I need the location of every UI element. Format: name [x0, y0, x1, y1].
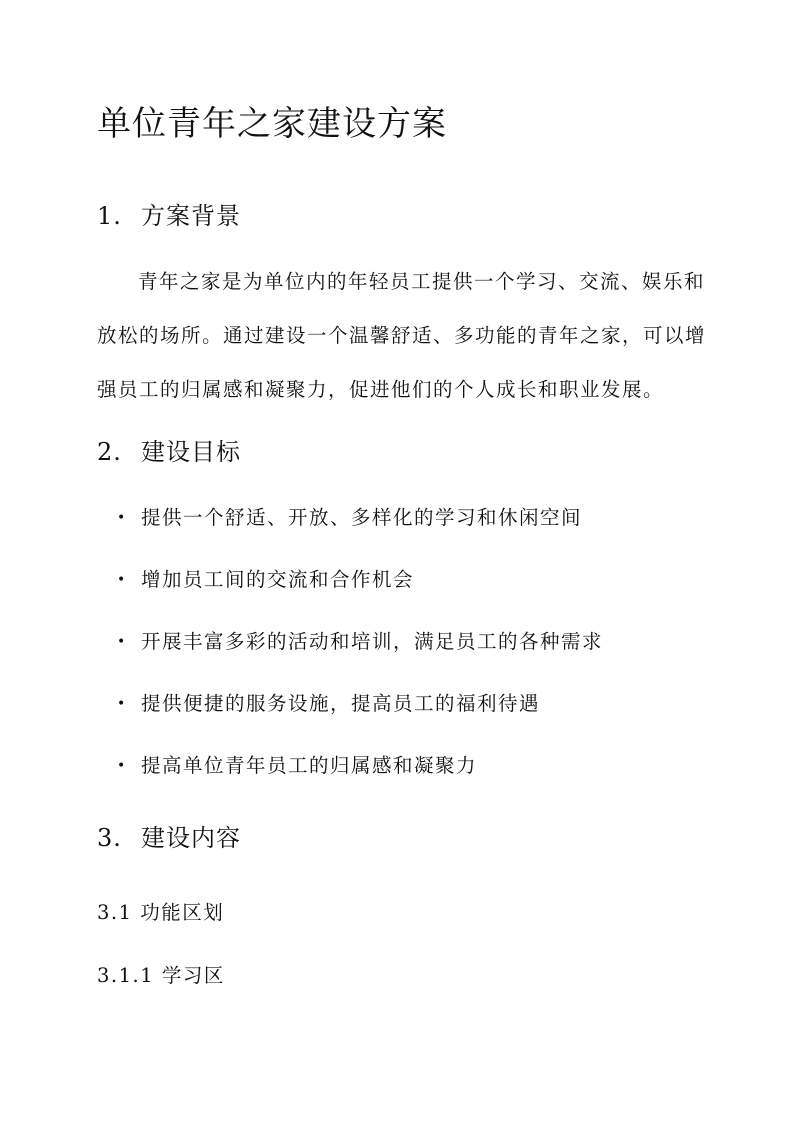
bullet-icon: •	[117, 758, 127, 774]
list-item	[117, 689, 603, 751]
bullet-icon: •	[117, 510, 127, 526]
section-heading-goals	[97, 432, 241, 467]
bullet-icon: •	[117, 634, 127, 650]
bullet-icon: •	[117, 696, 127, 712]
section-number: 2.	[97, 438, 122, 466]
document-title: 单位青年之家建设方案	[97, 104, 447, 144]
background-paragraph	[97, 268, 707, 430]
list-item	[117, 503, 603, 565]
paragraph-line: 青年之家是为单位内的年轻员工提供一个学习、交流、娱乐和	[138, 270, 706, 293]
goals-list	[117, 503, 603, 813]
list-item-text: 提高单位青年员工的归属感和凝聚力	[141, 754, 478, 777]
list-item-text: 增加员工间的交流和合作机会	[141, 568, 415, 591]
subsubsection-heading: 3.1.1 学习区	[97, 964, 225, 987]
list-item	[117, 565, 603, 627]
list-item-text: 开展丰富多彩的活动和培训，满足员工的各种需求	[141, 630, 604, 653]
section-number: 1.	[97, 202, 122, 230]
bullet-icon: •	[117, 572, 127, 588]
list-item-text: 提供便捷的服务设施，提高员工的福利待遇	[141, 692, 541, 715]
list-item	[117, 627, 603, 689]
paragraph-line: 放松的场所。通过建设一个温馨舒适、多功能的青年之家，可以增	[97, 324, 707, 347]
section-title: 方案背景	[141, 202, 241, 230]
section-heading-content	[97, 818, 241, 853]
section-title: 建设内容	[141, 824, 241, 852]
paragraph-line: 强员工的归属感和凝聚力，促进他们的个人成长和职业发展。	[97, 378, 665, 401]
list-item-text: 提供一个舒适、开放、多样化的学习和休闲空间	[141, 506, 583, 529]
section-heading-background	[97, 196, 241, 231]
list-item	[117, 751, 603, 813]
section-title: 建设目标	[141, 438, 241, 466]
section-number: 3.	[97, 824, 122, 852]
subsection-heading: 3.1 功能区划	[97, 901, 225, 924]
